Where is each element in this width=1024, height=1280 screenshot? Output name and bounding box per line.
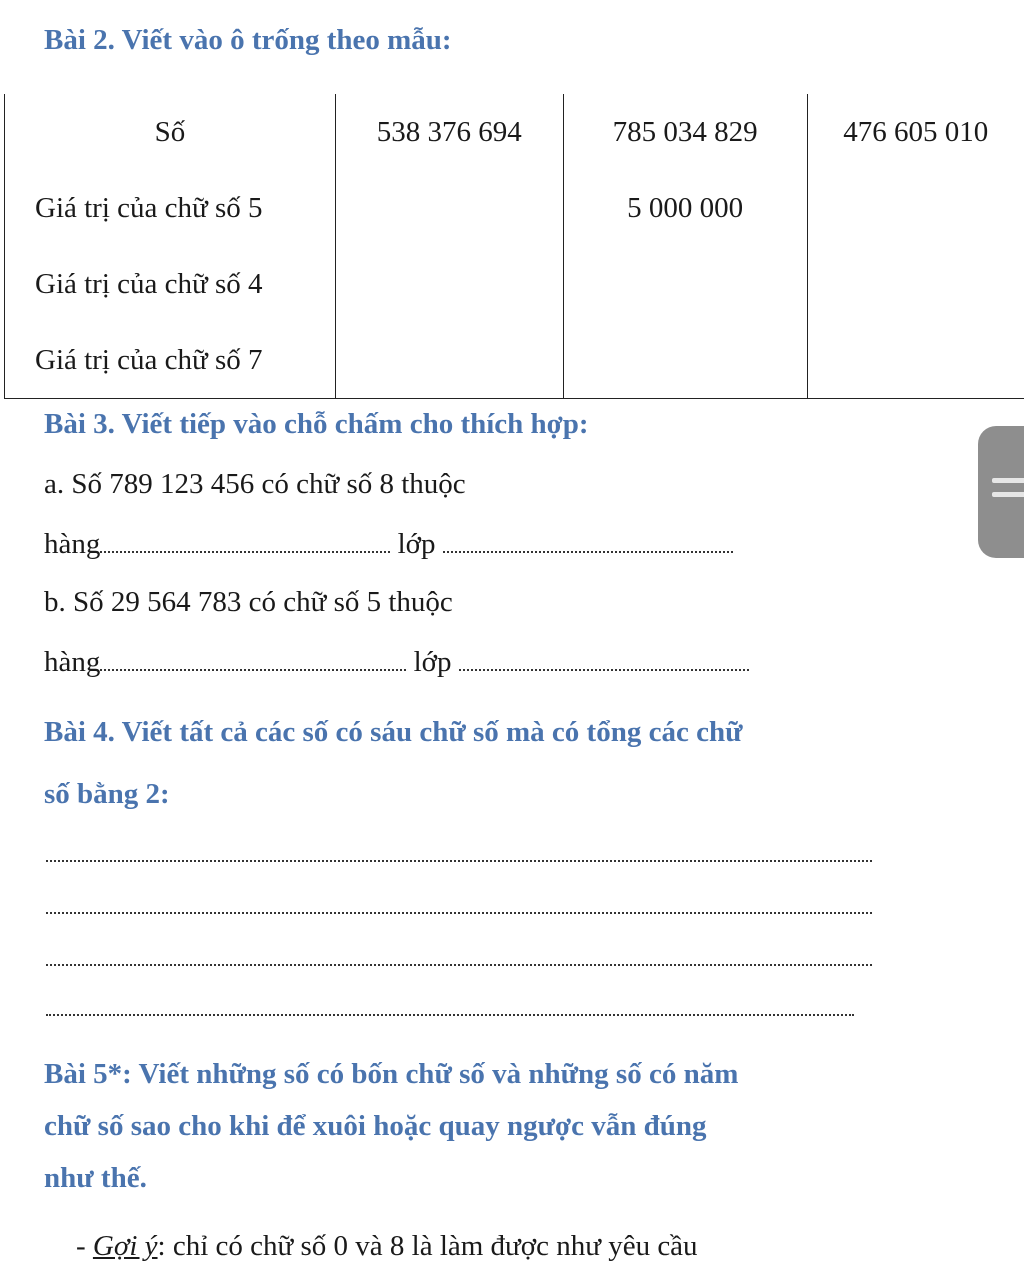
table-cell: 5 000 000 xyxy=(563,170,807,246)
digit-value-table xyxy=(4,94,1024,399)
answer-blank[interactable] xyxy=(100,547,390,553)
table-row xyxy=(5,246,1024,322)
answer-blank[interactable] xyxy=(459,665,749,671)
table-row xyxy=(5,170,1024,246)
bai3-a-question: a. Số 789 123 456 có chữ số 8 thuộc xyxy=(44,468,466,500)
bai5-hint xyxy=(76,1230,698,1263)
table-row-label: Giá trị của chữ số 7 xyxy=(5,322,336,399)
bai5-title-line3: như thế. xyxy=(44,1162,147,1194)
answer-dotted-line[interactable] xyxy=(46,1014,854,1016)
table-cell[interactable] xyxy=(563,246,807,322)
table-cell[interactable] xyxy=(807,322,1024,399)
table-cell[interactable] xyxy=(335,170,563,246)
table-cell: 538 376 694 xyxy=(335,94,563,170)
lop-label: lớp xyxy=(397,528,436,560)
hang-label: hàng xyxy=(44,528,101,560)
table-row-label: Giá trị của chữ số 4 xyxy=(5,246,336,322)
table-row xyxy=(5,322,1024,399)
answer-dotted-line[interactable] xyxy=(46,964,872,966)
table-row-label: Giá trị của chữ số 5 xyxy=(5,170,336,246)
hint-label: Gợi ý xyxy=(92,1230,158,1262)
bai3-b-question: b. Số 29 564 783 có chữ số 5 thuộc xyxy=(44,586,453,618)
handle-bar xyxy=(992,478,1024,483)
table-cell: 785 034 829 xyxy=(563,94,807,170)
table-cell[interactable] xyxy=(807,246,1024,322)
drag-handle-icon[interactable] xyxy=(978,426,1024,558)
lop-label: lớp xyxy=(413,646,452,678)
handle-bar xyxy=(992,492,1024,497)
hint-dash: - xyxy=(76,1230,93,1262)
hint-text: : chỉ có chữ số 0 và 8 là làm được như yêu cầu xyxy=(157,1230,698,1262)
bai4-title-line1: Bài 4. Viết tất cả các số có sáu chữ số mà có tổng các chữ xyxy=(44,716,743,748)
bai5-title-line2: chữ số sao cho khi để xuôi hoặc quay ngược vẫn đúng xyxy=(44,1110,707,1142)
table-cell[interactable] xyxy=(807,170,1024,246)
bai5-title-line1: Bài 5*: Viết những số có bốn chữ số và những số có năm xyxy=(44,1058,739,1090)
hang-label: hàng xyxy=(44,646,101,678)
answer-dotted-line[interactable] xyxy=(46,912,872,914)
table-cell: 476 605 010 xyxy=(807,94,1024,170)
bai4-title-line2: số bằng 2: xyxy=(44,778,170,810)
table-cell[interactable] xyxy=(335,322,563,399)
table-cell: Số xyxy=(5,94,336,170)
answer-dotted-line[interactable] xyxy=(46,860,872,862)
bai3-a-answer-line xyxy=(44,528,733,561)
bai2-title: Bài 2. Viết vào ô trống theo mẫu: xyxy=(44,24,452,56)
bai3-title: Bài 3. Viết tiếp vào chỗ chấm cho thích hợp: xyxy=(44,408,589,440)
answer-blank[interactable] xyxy=(443,547,733,553)
table-header-row xyxy=(5,94,1024,170)
answer-blank[interactable] xyxy=(100,665,406,671)
table-cell[interactable] xyxy=(563,322,807,399)
table-cell[interactable] xyxy=(335,246,563,322)
bai3-b-answer-line xyxy=(44,646,749,679)
